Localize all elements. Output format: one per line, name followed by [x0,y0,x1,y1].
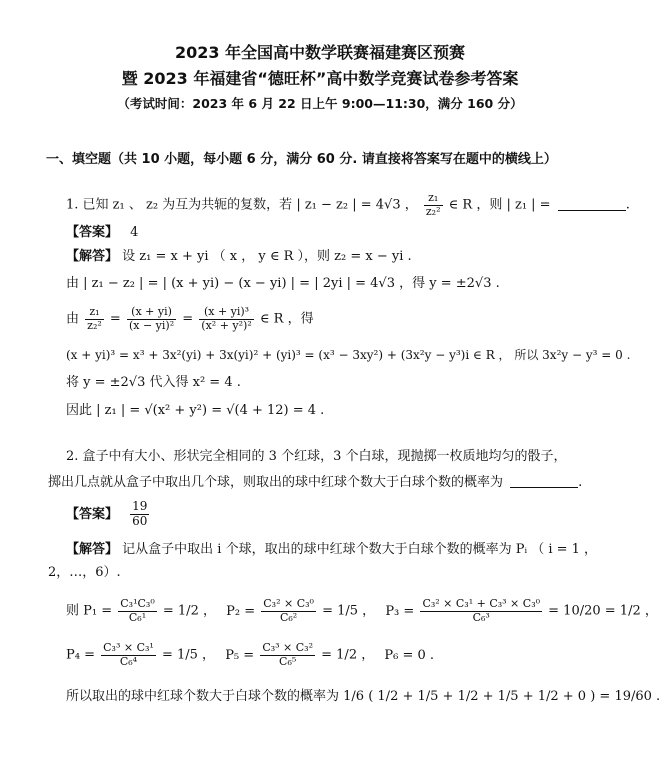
fraction-denominator: z₂² [87,318,102,332]
q2-answer [66,500,151,529]
title-line-2: 暨 2023 年福建省“德旺杯”高中数学竞赛试卷参考答案 [121,69,519,88]
q2-probabilities-row-1 [66,598,658,624]
fraction-b [127,306,176,332]
q1-solution-line-1 [66,250,412,263]
q2-final-line [66,690,660,703]
fraction-denominator: (x² + y²)² [201,318,252,332]
q1-answer [66,226,138,239]
fraction-a [85,306,104,332]
fraction-numerator: C₃² × C₃⁰ [263,597,314,610]
q1-solution-line-3 [66,306,314,332]
solution-suffix: ∈ R ，得 [259,311,314,327]
p6-value: P₆ = 0 . [384,647,435,663]
q1-question-text-b: ∈ R ，则 | z₁ | = [448,197,551,213]
p3-fraction [420,598,542,624]
q2-question-text: 掷出几点就从盒子中取出几个球，则取出的球中红球个数大于白球个数的概率为 [48,475,504,490]
q1-question-end: . [625,197,630,213]
answer-value: 4 [130,225,139,240]
solution-text: 设 z₁ = x + yi （ x ， y ∈ R ），则 z₂ = x − yi . [122,249,412,264]
p5-fraction [260,642,315,668]
q2-question-line-2 [48,476,582,489]
fraction-denominator: C₆⁴ [119,654,138,668]
fraction-denominator: C₆² [279,610,298,624]
p4-label: P₄ = [66,647,95,663]
fraction-numerator: z₁ [424,192,443,206]
fraction-denominator: (x − yi)² [128,318,175,332]
fraction-numerator: C₃¹C₃⁰ [120,597,155,610]
solution-label: 【解答】 [66,542,119,557]
q1-question-text-a: 1. 已知 z₁ 、 z₂ 为互为共轭的复数，若 | z₁ − z₂ | = 4√3 ， [66,197,418,213]
p1-label: 则 P₁ = [66,603,113,619]
answer-label: 【答案】 [66,225,119,240]
fraction-numerator: z₁ [85,306,104,320]
answer-label: 【答案】 [66,506,119,522]
fraction-denominator: z₂² [425,204,441,218]
answer-fraction [130,500,149,529]
p1-fraction [118,598,156,624]
equals-sign: = [182,311,194,327]
fraction-denominator: C₆⁵ [279,654,297,668]
q1-question [66,192,630,218]
p1-value: = 1/2 ， [162,603,216,619]
q1-solution-line-6: 因此 | z₁ | = √(x² + y²) = √(4 + 12) = 4 . [66,403,325,418]
q2-question-end: . [578,475,583,490]
fraction-denominator: C₆³ [472,610,490,624]
p3-label: P₃ = [385,603,415,619]
p2-fraction [261,598,316,624]
title-line-1: 2023 年全国高中数学联赛福建赛区预赛 [174,43,466,62]
fraction-c [199,306,253,332]
final-expression: 1/6 ( 1/2 + 1/5 + 1/2 + 1/5 + 1/2 + 0 ) = 19/60 . [343,689,660,704]
solution-label: 【解答】 [66,249,119,264]
p2-label: P₂ = [226,603,256,619]
p3-value: = 10/20 = 1/2 ， [548,603,658,619]
solution-prefix: 由 [66,311,80,327]
fraction-numerator: C₃³ × C₃² [262,641,313,654]
q2-solution-line-2: 2，…，6）. [48,565,121,580]
exam-info: （考试时间：2023 年 6 月 22 日上午 9:00—11:30，满分 160 分） [117,96,523,111]
fraction-denominator: C₆¹ [128,610,147,624]
final-text: 所以取出的球中红球个数大于白球个数的概率为 [66,689,340,704]
p2-value: = 1/5 ， [322,603,376,619]
fraction-numerator: (x + yi)³ [199,306,253,320]
section-heading: 一、填空题（共 10 小题，每小题 6 分，满分 60 分. 请直接将答案写在题中的横线上） [46,152,557,167]
solution-text: 记从盒子中取出 i 个球，取出的球中红球个数大于白球个数的概率为 Pᵢ （ i = 1 ， [122,542,598,557]
p4-value: = 1/5 ， [161,647,216,663]
fraction-numerator: (x + yi) [127,306,176,320]
fraction-numerator: C₃³ × C₃¹ [103,641,154,654]
q2-question-line-1: 2. 盒子中有大小、形状完全相同的 3 个红球，3 个白球，现抛掷一枚质地均匀的骰子， [66,449,567,464]
q1-question-fraction [424,192,443,218]
p5-value: = 1/2 ， [321,647,375,663]
answer-blank [558,199,626,211]
answer-blank [510,476,578,488]
q1-solution-line-4: (x + yi)³ = x³ + 3x²(yi) + 3x(yi)² + (yi)³ = (x³ − 3xy²) + (3x²y − y³)i ∈ R ， 所以 3x²y − y³ = 0 . [66,348,631,362]
fraction-denominator: 60 [132,513,148,528]
p4-fraction [101,642,156,668]
q2-solution-line-1 [66,543,597,556]
fraction-numerator: 19 [132,499,148,513]
equals-sign: = [109,311,121,327]
q1-solution-line-5: 将 y = ±2√3 代入得 x² = 4 . [66,375,241,390]
p5-label: P₅ = [225,647,255,663]
q2-probabilities-row-2 [66,642,434,668]
q1-solution-line-2: 由 | z₁ − z₂ | = | (x + yi) − (x − yi) | = | 2yi | = 4√3 ，得 y = ±2√3 . [66,276,500,291]
fraction-numerator: C₃² × C₃¹ + C₃³ × C₃⁰ [422,597,541,610]
